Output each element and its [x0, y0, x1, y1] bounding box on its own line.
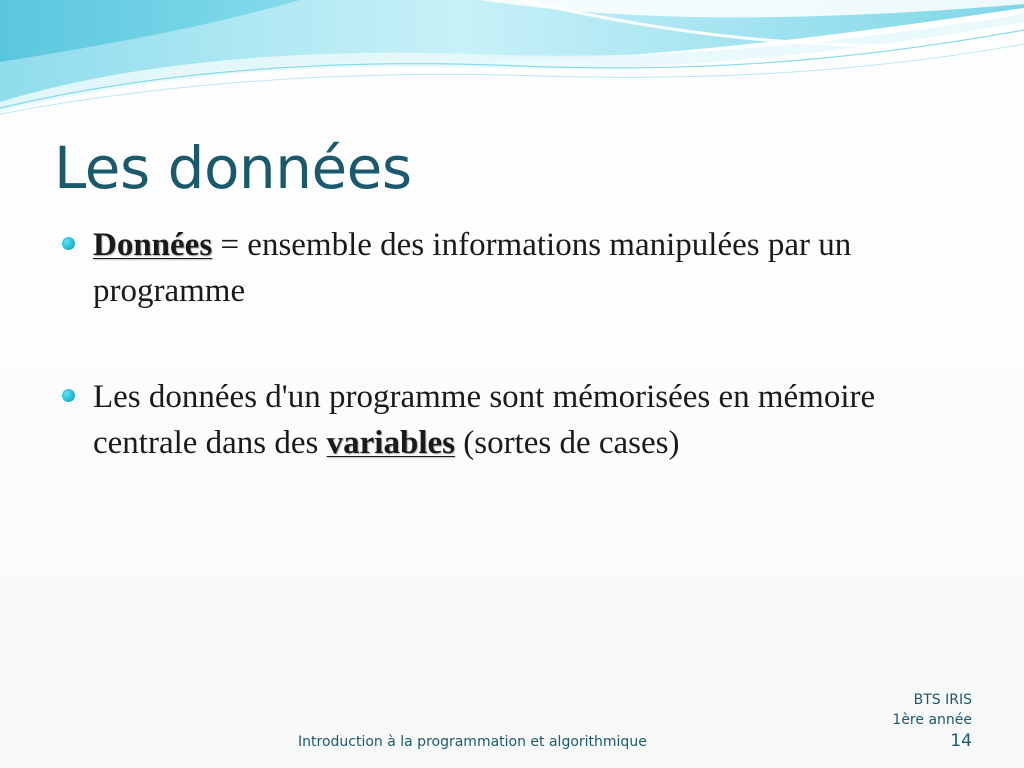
bullet-text: = ensemble des informations manipulées par un programme	[93, 227, 852, 309]
page-number: 14	[950, 731, 972, 751]
footer-class-line1: BTS IRIS	[913, 692, 972, 708]
bullet-donnees	[62, 222, 962, 314]
footer-class-line2: 1ère année	[892, 712, 972, 728]
bullet-text-after: (sortes de cases)	[454, 425, 680, 461]
slide-title: Les données	[54, 134, 412, 202]
bullet-variables	[62, 374, 962, 466]
bullet-list	[62, 222, 962, 466]
bullet-text-before: Les données d'un programme sont mémorisées en mémoire centrale dans des	[93, 379, 876, 461]
header-wave-decoration	[0, 0, 1024, 130]
footer-class-info	[892, 690, 972, 752]
footer-course-title: Introduction à la programmation et algorithmique	[298, 734, 647, 750]
term-donnees: Données	[93, 227, 213, 263]
bullet-dot-icon	[62, 389, 75, 402]
term-variables: variables	[326, 425, 455, 461]
bullet-dot-icon	[62, 237, 75, 250]
